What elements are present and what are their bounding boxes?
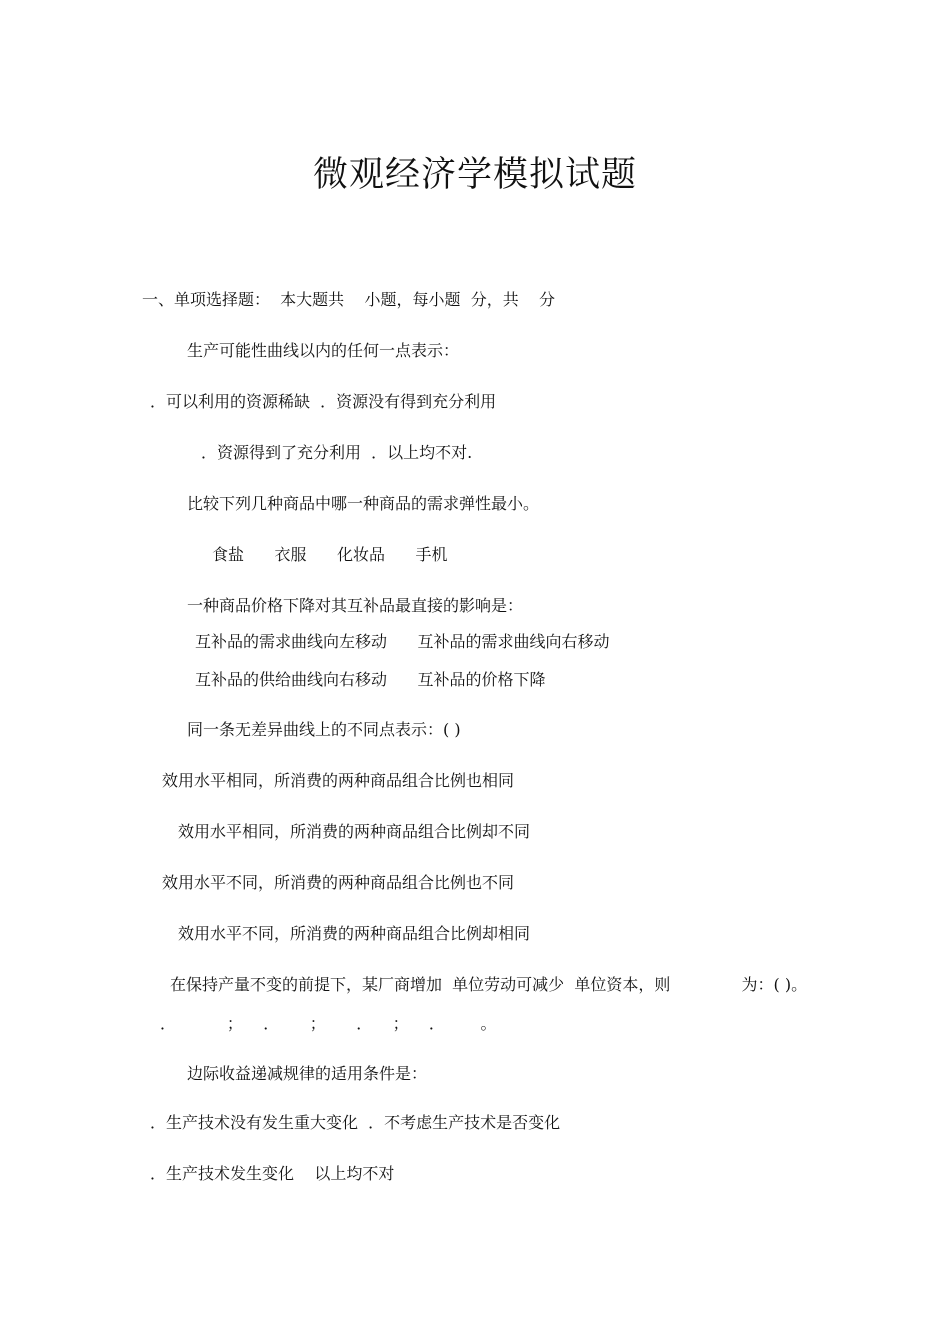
question-3-option-line-2: 互补品的供给曲线向右移动 互补品的价格下降: [195, 670, 546, 689]
question-4-option-line-2: 效用水平相同，所消费的两种商品组合比例却不同: [178, 822, 531, 841]
question-3-stem: 一种商品价格下降对其互补品最直接的影响是：: [187, 596, 524, 615]
question-5-option-line-1: ． ； ． ； ． ； ． 。: [160, 1014, 497, 1033]
question-1-stem: 生产可能性曲线以内的任何一点表示：: [187, 341, 460, 360]
question-1-option-line-1: ．可以利用的资源稀缺 ．资源没有得到充分利用: [150, 392, 497, 411]
question-4-stem: 同一条无差异曲线上的不同点表示：( ): [187, 720, 461, 739]
question-3-option-line-1: 互补品的需求曲线向左移动 互补品的需求曲线向右移动: [195, 632, 610, 651]
document-title: 微观经济学模拟试题: [312, 155, 637, 195]
question-6-option-line-1: ．生产技术没有发生重大变化 ．不考虑生产技术是否变化: [150, 1113, 561, 1132]
question-4-option-line-1: 效用水平相同，所消费的两种商品组合比例也相同: [162, 771, 515, 790]
question-4-option-line-3: 效用水平不同，所消费的两种商品组合比例也不同: [162, 873, 515, 892]
question-2-option-line-1: 食盐 衣服 化妆品 手机: [212, 545, 448, 564]
question-2-stem: 比较下列几种商品中哪一种商品的需求弹性最小。: [187, 494, 540, 513]
question-5-stem: 在保持产量不变的前提下，某厂商增加 单位劳动可减少 单位资本，则 为：( )。: [170, 975, 808, 994]
section-heading: 一、单项选择题： 本大题共 小题，每小题 分，共 分: [142, 290, 556, 309]
question-6-option-line-2: ．生产技术发生变化 以上均不对: [150, 1164, 395, 1183]
question-4-option-line-4: 效用水平不同，所消费的两种商品组合比例却相同: [178, 924, 531, 943]
question-1-option-line-2: ．资源得到了充分利用 ．以上均不对.: [201, 443, 473, 462]
question-6-stem: 边际收益递减规律的适用条件是：: [187, 1064, 428, 1083]
